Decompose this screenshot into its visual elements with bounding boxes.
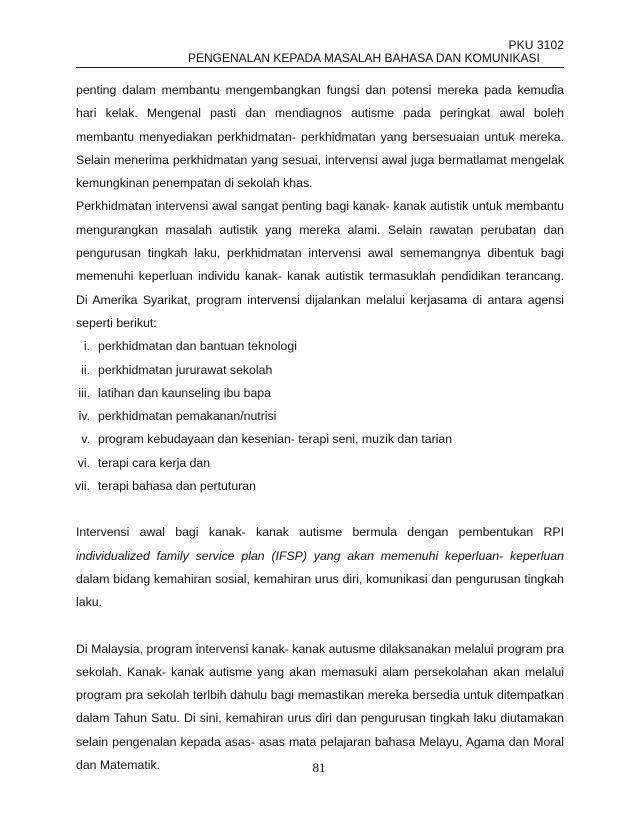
paragraph-1: penting dalam membantu mengembangkan fungsi dan potensi mereka pada kemudia hari kelak. Mengenal pasti dan mendiagnos autisme pada peringkat awal boleh membantu menyediakan perkhidmatan- perkhidmatan yang bersesuaian untuk mereka. Selain menerima perkhidmatan yang sesuai, intervensi awal juga bermatlamat mengelak kemungkinan penempatan di sekolah khas. [76,83,564,191]
header-divider [76,67,564,68]
list-item-number: iii. [78,385,90,400]
list-item-number: vii. [74,479,90,494]
list-item-text: terapi cara kerja dan [98,455,211,470]
list-item-text: perkhidmatan jururawat sekolah [98,362,273,377]
list-item [76,359,564,382]
list-item [76,428,564,451]
list-item-number: i. [83,339,90,354]
paragraph-spacer [76,498,564,521]
paragraph-2: Perkhidmatan intervensi awal sangat penting bagi kanak- kanak autistik untuk membantu mengurangkan masalah autistik yang mereka alami. Selain rawatan perubatan dan pengurusan tingkah laku, perkhidmatan intervensi awal sememangnya dibentuk bagi memenuhi keperluan individu kanak- kanak autistik termasuklah pendidikan terancang. Di Amerika Syarikat, program intervensi dijalankan melalui kerjasama di antara agensi seperti berikut: [76,199,564,330]
list-item-text: perkhidmatan pemakanan/nutrisi [98,409,277,424]
list-item-number: vi. [77,455,90,470]
list-item-number: iv. [78,409,90,424]
paragraph-3 [76,521,564,614]
list-item-number: ii. [81,362,90,377]
course-title: PENGENALAN KEPADA MASALAH BAHASA DAN KOMUNIKASI [188,51,540,65]
page-body [76,79,564,777]
list-item-text: terapi bahasa dan pertuturan [98,479,256,494]
paragraph-spacer [76,615,564,638]
list-item-text: perkhidmatan dan bantuan teknologi [98,339,297,354]
paragraph-3-lead: Intervensi awal bagi kanak- kanak autisme bermula dengan pembentukan RPI [76,525,564,540]
list-item [76,382,564,405]
list-item [76,452,564,475]
list-item-text: latihan dan kaunseling ibu bapa [98,385,271,400]
paragraph-4: Di Malaysia, program intervensi kanak- kanak autusme dilaksanakan melalui program pra sekolah. Kanak- kanak autisme yang akan memasuki alam persekolahan akan melalui program pra sekolah terlbih dahulu bagi memastikan mereka bersedia untuk ditempatkan dalam Tahun Satu. Di sini, kemahiran urus diri dan pengurusan tingkah laku diutamakan selain pengenalan kepada asas- asas mata pelajaran bahasa Melayu, Agama dan Moral dan Matematik. [76,641,564,773]
list-item [76,475,564,498]
paragraph-3-italic: individualized family service plan (IFSP) yang akan memenuhi keperluan- keperluan [76,548,564,563]
course-code: PKU 3102 [508,38,564,52]
list-item-text: program kebudayaan dan kesenian- terapi seni, muzik dan tarian [98,432,453,447]
page-number: 81 [312,760,326,775]
paragraph-3-tail: dalam bidang kemahiran sosial, kemahiran urus diri, komunikasi dan pengurusan tingkah laku. [76,571,564,610]
agency-list [76,335,564,498]
list-item [76,405,564,428]
list-item-number: v. [81,432,90,447]
list-item [76,335,564,358]
